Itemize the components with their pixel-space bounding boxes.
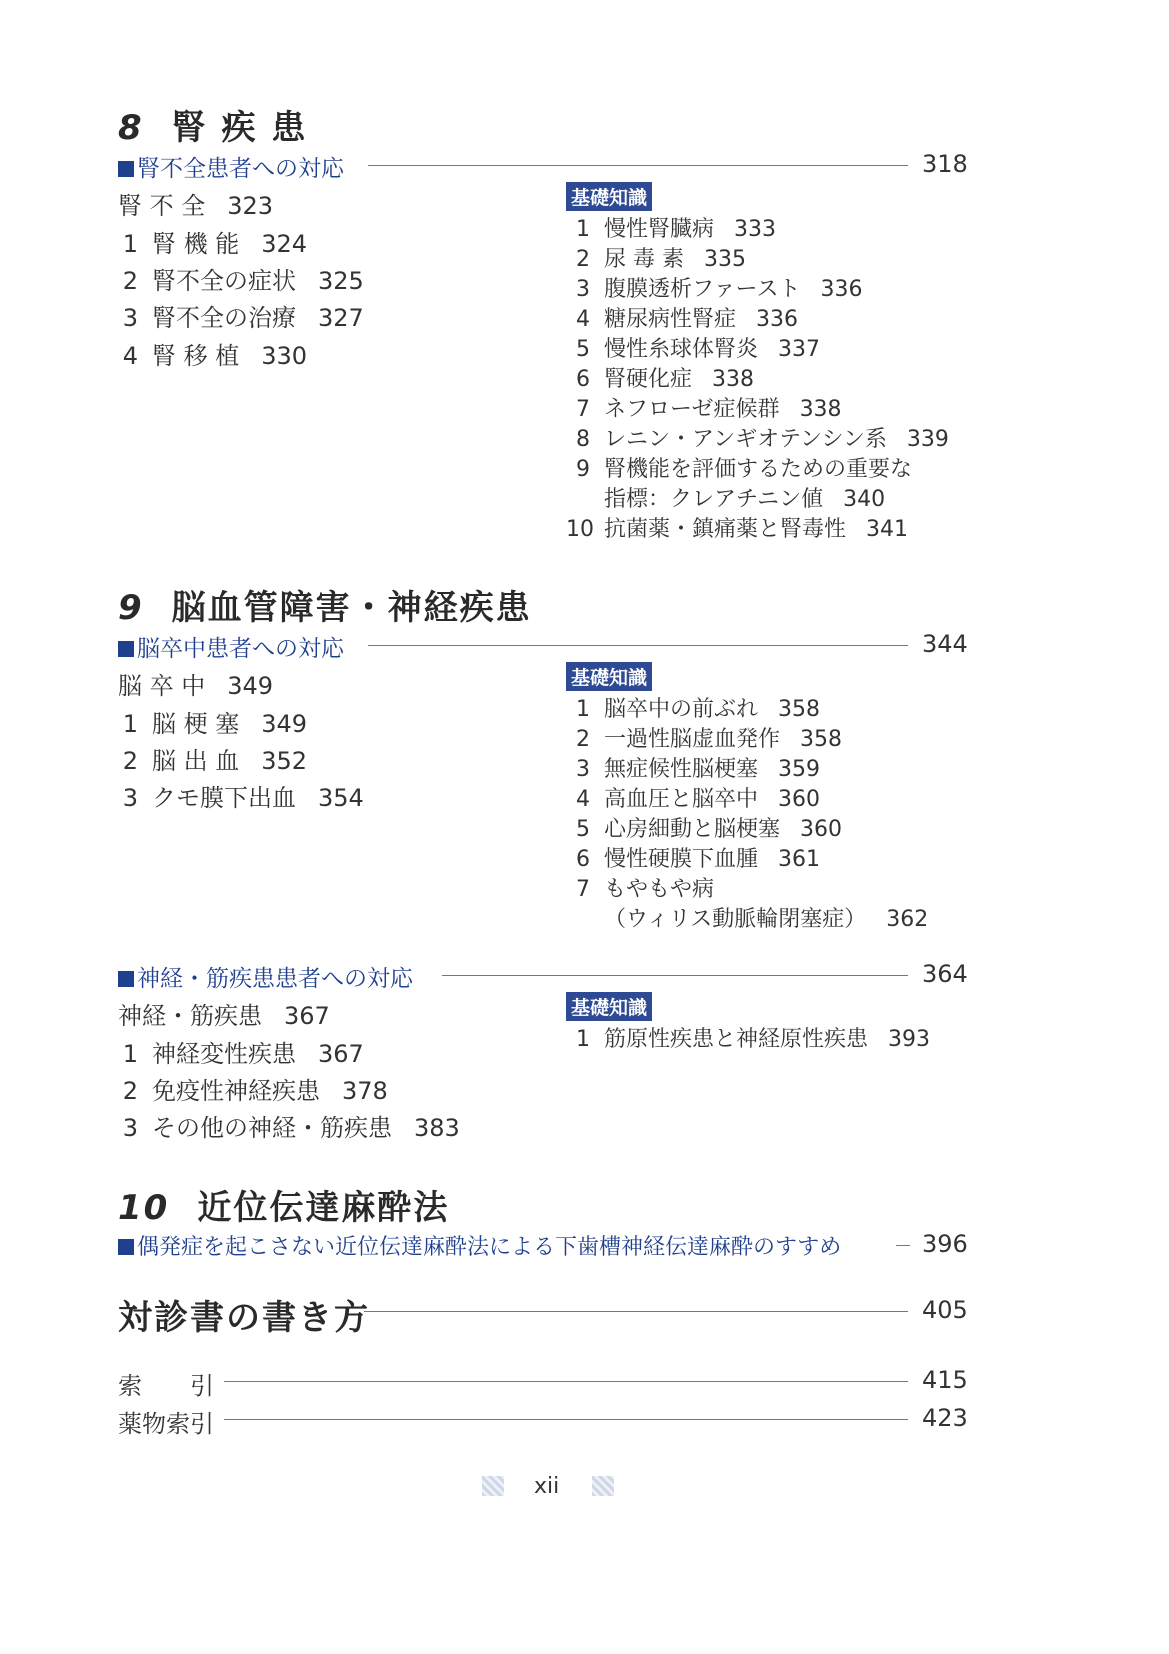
section-link[interactable]: 偶発症を起こさない近位伝達麻酔法による下歯槽神経伝達麻酔のすすめ <box>118 1230 841 1261</box>
toc-entry[interactable]: 2 腎不全の症状 325 <box>122 267 364 295</box>
kiso-entry[interactable]: 8 レニン・アンギオテンシン系 339 <box>576 427 949 452</box>
toc-entry[interactable]: 2 免疫性神経疾患 378 <box>122 1077 388 1105</box>
toc-entry[interactable]: 脳 卒 中 349 <box>118 672 274 700</box>
page-number: 405 <box>922 1296 968 1324</box>
toc-entry[interactable]: 3 腎不全の治療 327 <box>122 304 364 332</box>
leader-line <box>224 1419 908 1420</box>
kiso-entry[interactable]: 1 筋原性疾患と神経原性疾患 393 <box>576 1027 931 1052</box>
chapter-number: 9 <box>118 588 144 628</box>
chapter-number: 10 <box>118 1188 170 1228</box>
page-number: 364 <box>922 960 968 988</box>
toc-entry[interactable]: 3 クモ膜下出血 354 <box>122 784 364 812</box>
kiso-entry[interactable]: 4 高血圧と脳卒中 360 <box>576 787 821 812</box>
kiso-badge: 基礎知識 <box>566 662 652 691</box>
square-bullet-icon <box>118 1239 134 1255</box>
section-link[interactable]: 神経・筋疾患患者への対応 <box>118 960 413 993</box>
kiso-badge: 基礎知識 <box>566 992 652 1021</box>
footer-ornament-icon <box>592 1476 614 1500</box>
kiso-entry[interactable]: 7 もやもや病 <box>576 877 715 902</box>
chapter-number: 8 <box>118 108 144 148</box>
taishin-heading[interactable]: 対診書の書き方 <box>118 1298 370 1338</box>
kiso-entry[interactable]: 10 抗菌薬・鎮痛薬と腎毒性 341 <box>566 517 909 542</box>
kiso-entry[interactable]: 2 一過性脳虚血発作 358 <box>576 727 843 752</box>
page-number: 423 <box>922 1404 968 1432</box>
kiso-entry[interactable]: 7 ネフローゼ症候群 338 <box>576 397 842 422</box>
toc-entry[interactable]: 神経・筋疾患 367 <box>118 1002 330 1030</box>
page-number: 415 <box>922 1366 968 1394</box>
kiso-entry[interactable]: 1 慢性腎臓病 333 <box>576 217 777 242</box>
toc-entry[interactable]: 3 その他の神経・筋疾患 383 <box>122 1114 460 1142</box>
toc-entry[interactable]: 腎 不 全 323 <box>118 192 274 220</box>
square-bullet-icon <box>118 971 134 987</box>
index-entry[interactable]: 索 引 <box>118 1372 214 1400</box>
kiso-entry[interactable]: 3 無症候性脳梗塞 359 <box>576 757 821 782</box>
kiso-entry[interactable]: 2 尿 毒 素 335 <box>576 247 746 272</box>
square-bullet-icon <box>118 161 134 177</box>
page-number: 396 <box>922 1230 968 1258</box>
chapter-10-heading <box>118 1180 449 1229</box>
kiso-entry[interactable]: 1 脳卒中の前ぶれ 358 <box>576 697 821 722</box>
toc-entry[interactable]: 2 脳 出 血 352 <box>122 747 308 775</box>
leader-line <box>368 165 908 166</box>
kiso-entry[interactable]: 3 腹膜透析ファースト 336 <box>576 277 863 302</box>
chapter-9-heading <box>118 580 532 629</box>
square-bullet-icon <box>118 641 134 657</box>
kiso-entry[interactable]: 4 糖尿病性腎症 336 <box>576 307 799 332</box>
page-footer-number: xii <box>534 1474 560 1499</box>
page-number: 344 <box>922 630 968 658</box>
kiso-entry[interactable]: 9 腎機能を評価するための重要な <box>576 457 913 482</box>
kiso-entry[interactable]: 5 慢性糸球体腎炎 337 <box>576 337 821 362</box>
kiso-entry[interactable]: 5 心房細動と脳梗塞 360 <box>576 817 843 842</box>
index-entry[interactable]: 薬物索引 <box>118 1410 214 1438</box>
kiso-entry-continued[interactable]: 指標：クレアチニン値 340 <box>604 487 886 512</box>
page-number: 318 <box>922 150 968 178</box>
toc-entry[interactable]: 1 腎 機 能 324 <box>122 230 308 258</box>
kiso-entry[interactable]: 6 腎硬化症 338 <box>576 367 755 392</box>
kiso-entry-continued[interactable]: （ウィリス動脈輪閉塞症） 362 <box>604 907 929 932</box>
chapter-title: 腎 疾 患 <box>171 108 308 148</box>
chapter-title: 脳血管障害・神経疾患 <box>171 588 532 628</box>
leader-line <box>896 1245 910 1246</box>
kiso-badge: 基礎知識 <box>566 182 652 211</box>
kiso-entry[interactable]: 6 慢性硬膜下血腫 361 <box>576 847 821 872</box>
leader-line <box>442 975 908 976</box>
leader-line <box>364 1311 908 1312</box>
toc-entry[interactable]: 4 腎 移 植 330 <box>122 342 308 370</box>
section-link[interactable]: 脳卒中患者への対応 <box>118 630 344 663</box>
leader-line <box>368 645 908 646</box>
toc-entry[interactable]: 1 脳 梗 塞 349 <box>122 710 308 738</box>
toc-entry[interactable]: 1 神経変性疾患 367 <box>122 1040 364 1068</box>
chapter-title: 近位伝達麻酔法 <box>197 1188 450 1228</box>
footer-ornament-icon <box>482 1476 504 1500</box>
section-link[interactable]: 腎不全患者への対応 <box>118 150 344 183</box>
chapter-8-heading <box>118 100 307 149</box>
leader-line <box>224 1381 908 1382</box>
